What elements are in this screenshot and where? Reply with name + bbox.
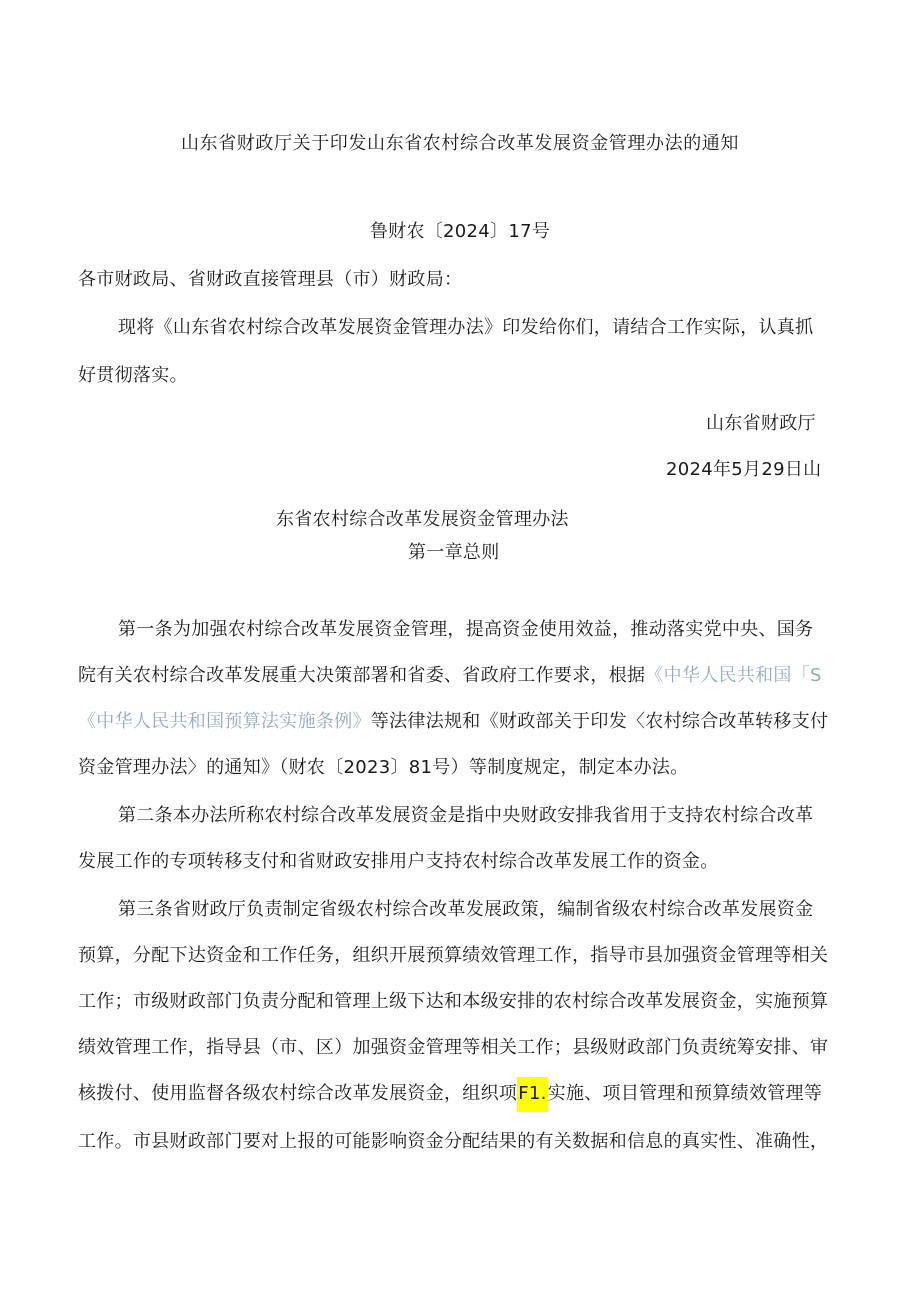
measures-title: 东省农村综合改革发展资金管理办法: [276, 509, 569, 530]
article-3-line-5: [78, 1082, 822, 1106]
article-1-text: 院有关农村综合改革发展重大决策部署和省委、省政府工作要求，根据: [78, 665, 646, 686]
article-3-line-2: 预算，分配下达资金和工作任务，组织开展预算绩效管理工作，指导市县加强资金管理等相关: [78, 945, 829, 966]
chapter-heading: 第一章总则: [408, 542, 500, 563]
article-3-text: 核拨付、使用监督各级农村综合改革发展资金，组织项: [78, 1083, 518, 1104]
intro-paragraph-line-1: 现将《山东省农村综合改革发展资金管理办法》印发给你们，请结合工作实际，认真抓: [118, 317, 814, 338]
document-number: 鲁财农〔2024〕17号: [369, 221, 551, 242]
article-3-line-6: 工作。市县财政部门要对上报的可能影响资金分配结果的有关数据和信息的真实性、准确性，: [78, 1131, 829, 1152]
article-2-line-2: 发展工作的专项转移支付和省财政安排用户支持农村综合改革发展工作的资金。: [78, 851, 719, 872]
issuer-signature: 山东省财政厅: [706, 413, 816, 434]
article-2-line-1: 第二条本办法所称农村综合改革发展资金是指中央财政安排我省用于支持农村综合改革: [118, 805, 814, 826]
article-3-line-4: 绩效管理工作，指导县（市、区）加强资金管理等相关工作；县级财政部门负责统筹安排、审: [78, 1037, 829, 1058]
article-1-text: 等法律法规和《财政部关于印发〈农村综合改革转移支付: [370, 711, 829, 732]
issue-date: 2024年5月29日山: [666, 459, 822, 480]
law-link-budget-regulations[interactable]: 《中华人民共和国预算法实施条例》: [78, 711, 371, 732]
article-3-line-1: 第三条省财政厅负责制定省级农村综合改革发展政策，编制省级农村综合改革发展资金: [118, 899, 814, 920]
article-1-line-4: 资金管理办法〉的通知》（财农〔2023〕81号）等制度规定，制定本办法。: [78, 757, 689, 778]
article-1-line-3: [78, 710, 828, 734]
intro-paragraph-line-2: 好贯彻落实。: [78, 365, 188, 386]
article-3-line-3: 工作；市级财政部门负责分配和管理上级下达和本级安排的农村综合改革发展资金，实施预算: [78, 991, 829, 1012]
law-link-prc[interactable]: 《中华人民共和国「S: [645, 665, 822, 686]
article-1-line-2: [78, 664, 822, 688]
article-1-line-1: 第一条为加强农村综合改革发展资金管理，提高资金使用效益，推动落实党中央、国务: [118, 619, 814, 640]
article-3-text: 实施、项目管理和预算绩效管理等: [547, 1083, 823, 1104]
recipients-line: 各市财政局、省财政直接管理县（市）财政局：: [78, 269, 463, 290]
highlight-marker: F1.: [517, 1077, 547, 1112]
document-title: 山东省财政厅关于印发山东省农村综合改革发展资金管理办法的通知: [181, 133, 739, 154]
